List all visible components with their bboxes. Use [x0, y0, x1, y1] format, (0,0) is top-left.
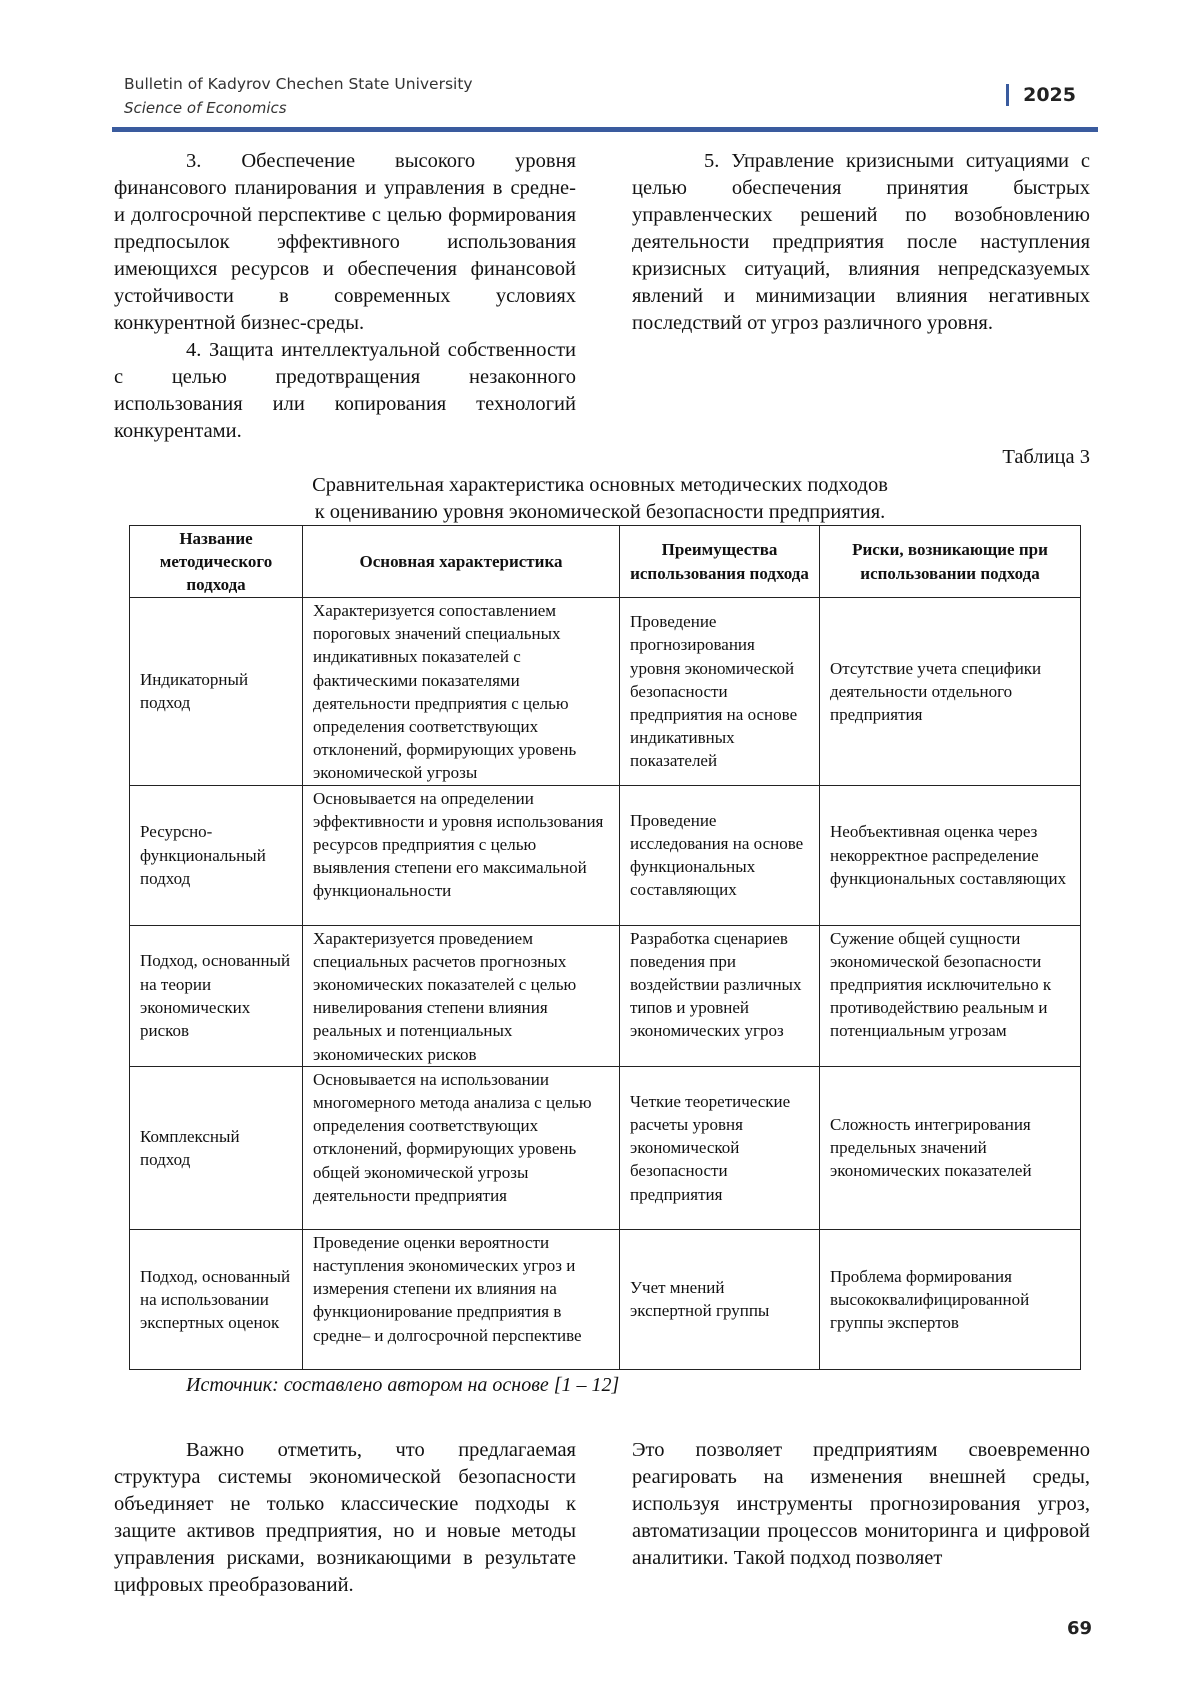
table-cell: Проведение исследования на основе функциональных составляющих [620, 785, 820, 925]
table-row [130, 785, 1081, 925]
table-cell: Четкие теоретические расчеты уровня экономической безопасности предприятия [620, 1066, 820, 1229]
table-title [130, 472, 1070, 526]
header-cell: Основная характеристика [303, 526, 620, 598]
top-left-column [114, 148, 576, 445]
table-cell: Характеризуется проведением специальных расчетов прогнозных экономических показателей с целью нивелирования степени влияния реальных и потенциальных экономических рисков [303, 925, 620, 1066]
header-rule [112, 127, 1098, 132]
table-cell: Проведение прогнозирования уровня экономической безопасности предприятия на основе индикативных показателей [620, 598, 820, 786]
table-header-row [130, 526, 1081, 598]
header-cell: Преимущества использования подхода [620, 526, 820, 598]
table-source-note: Источник: составлено автором на основе [1 – 12] [186, 1374, 620, 1396]
page-number: 69 [1066, 1618, 1092, 1639]
table-row [130, 1229, 1081, 1369]
paragraph: 3. Обеспечение высокого уровня финансового планирования и управления в средне- и долгосрочной перспективе с целью формирования предпосылок эффективного использования имеющихся ресурсов и обеспечения финансовой устойчивости в современных условиях конкурентной бизнес-среды. [114, 150, 576, 334]
table-cell: Основывается на использовании многомерного метода анализа с целью определения соответствующих отклонений, формирующих уровень общей экономической угрозы деятельности предприятия [303, 1066, 620, 1229]
table-cell: Учет мнений экспертной группы [620, 1229, 820, 1369]
bottom-right-column [632, 1437, 1090, 1572]
paragraph: Это позволяет предприятиям своевременно реагировать на изменения внешней среды, используя инструменты прогнозирования угроз, автоматизации процессов мониторинга и цифровой аналитики. Такой подход позволяет [632, 1439, 1090, 1569]
paragraph: Важно отметить, что предлагаемая структура системы экономической безопасности объединяет не только классические подходы к защите активов предприятия, но и новые методы управления рисками, возникающими в результате цифровых преобразований. [114, 1439, 576, 1596]
paragraph: 5. Управление кризисными ситуациями с целью обеспечения принятия быстрых управленческих решений по возобновлению деятельности предприятия после наступления кризисных ситуаций, влияния непредсказуемых явлений и минимизации влияния негативных последствий от угроз различного уровня. [632, 150, 1090, 334]
table-cell: Основывается на определении эффективности и уровня использования ресурсов предприятия с целью выявления степени его максимальной функциональности [303, 785, 620, 925]
table-cell: Отсутствие учета специфики деятельности отдельного предприятия [820, 598, 1081, 786]
table-label: Таблица 3 [1002, 446, 1090, 468]
header-cell: Название методического подхода [130, 526, 303, 598]
table-cell: Комплексный подход [130, 1066, 303, 1229]
table-title-line: Сравнительная характеристика основных методических подходов [312, 474, 888, 496]
table-cell: Индикаторный подход [130, 598, 303, 786]
table-cell: Разработка сценариев поведения при воздействии различных типов и уровней экономических угроз [620, 925, 820, 1066]
table-cell: Сужение общей сущности экономической безопасности предприятия исключительно к противодействию реальным и потенциальным угрозам [820, 925, 1081, 1066]
comparison-table [129, 525, 1081, 1370]
issue-year: 2025 [1023, 84, 1076, 106]
year-divider [1006, 84, 1009, 106]
table-cell: Ресурсно-функциональный подход [130, 785, 303, 925]
page-header [124, 72, 1088, 130]
table-cell: Проведение оценки вероятности наступления экономических угроз и измерения степени их влияния на функционирование предприятия в средне– и долгосрочной перспективе [303, 1229, 620, 1369]
bottom-left-column [114, 1437, 576, 1599]
table-cell: Необъективная оценка через некорректное распределение функциональных составляющих [820, 785, 1081, 925]
table-row [130, 598, 1081, 786]
top-right-column [632, 148, 1090, 337]
journal-title: Bulletin of Kadyrov Chechen State University [124, 75, 473, 93]
table-cell: Проблема формирования высококвалифицированной группы экспертов [820, 1229, 1081, 1369]
year-box [1006, 84, 1076, 106]
table-cell: Подход, основанный на использовании экспертных оценок [130, 1229, 303, 1369]
table-cell: Подход, основанный на теории экономических рисков [130, 925, 303, 1066]
journal-series: Science of Economics [124, 99, 287, 117]
table-row [130, 1066, 1081, 1229]
header-cell: Риски, возникающие при использовании подхода [820, 526, 1081, 598]
table-cell: Сложность интегрирования предельных значений экономических показателей [820, 1066, 1081, 1229]
paragraph: 4. Защита интеллектуальной собственности с целью предотвращения незаконного использования или копирования технологий конкурентами. [114, 339, 576, 442]
table-cell: Характеризуется сопоставлением пороговых значений специальных индикативных показателей с фактическими показателями деятельности предприятия с целью определения соответствующих отклонений, формирующих уровень экономической угрозы [303, 598, 620, 786]
table-title-line: к оцениванию уровня экономической безопасности предприятия. [314, 501, 886, 523]
table-row [130, 925, 1081, 1066]
